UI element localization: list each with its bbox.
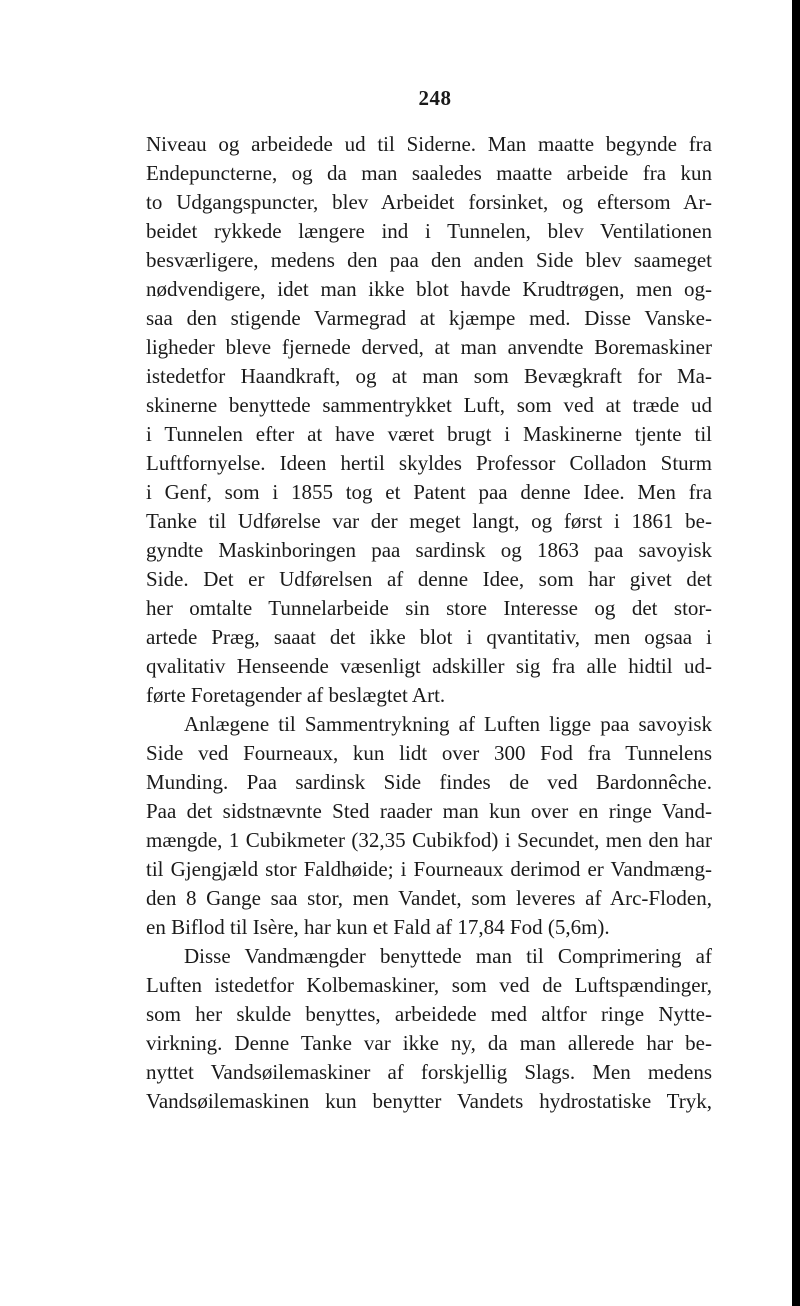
text-line: besværligere, medens den paa den anden Side blev saameget [146, 248, 712, 272]
text-line: som her skulde benyttes, arbeidede med altfor ringe Nytte- [146, 1002, 712, 1026]
text-line: Vandsøilemaskinen kun benytter Vandets hydrostatiske Tryk, [146, 1089, 712, 1113]
text-line: qvalitativ Henseende væsenligt adskiller sig fra alle hidtil ud- [146, 654, 712, 678]
text-line: Luften istedetfor Kolbemaskiner, som ved de Luftspændinger, [146, 973, 712, 997]
text-line: ligheder bleve fjernede derved, at man anvendte Boremaskiner [146, 335, 712, 359]
text-line: Tanke til Udførelse var der meget langt, og først i 1861 be- [146, 509, 712, 533]
text-line: i Tunnelen efter at have været brugt i Maskinerne tjente til [146, 422, 712, 446]
text-line: Side ved Fourneaux, kun lidt over 300 Fod fra Tunnelens [146, 741, 712, 765]
page-edge-border [792, 0, 800, 1306]
text-line: Luftfornyelse. Ideen hertil skyldes Professor Colladon Sturm [146, 451, 712, 475]
text-line: en Biflod til Isère, har kun et Fald af 17,84 Fod (5,6m). [146, 915, 610, 939]
paragraph-1 [146, 130, 712, 710]
text-line: nyttet Vandsøilemaskiner af forskjellig Slags. Men medens [146, 1060, 712, 1084]
text-line: beidet rykkede længere ind i Tunnelen, blev Ventilationen [146, 219, 712, 243]
text-line: virkning. Denne Tanke var ikke ny, da man allerede har be- [146, 1031, 712, 1055]
body-text [146, 130, 712, 1116]
text-line: gyndte Maskinboringen paa sardinsk og 1863 paa savoyisk [146, 538, 712, 562]
text-line: to Udgangspuncter, blev Arbeidet forsinket, og eftersom Ar- [146, 190, 712, 214]
text-line: i Genf, som i 1855 tog et Patent paa denne Idee. Men fra [146, 480, 712, 504]
text-line: her omtalte Tunnelarbeide sin store Interesse og det stor- [146, 596, 712, 620]
text-line: Niveau og arbeidede ud til Siderne. Man maatte begynde fra [146, 132, 712, 156]
text-line: den 8 Gange saa stor, men Vandet, som leveres af Arc-Floden, [146, 886, 712, 910]
text-line: mængde, 1 Cubikmeter (32,35 Cubikfod) i Secundet, men den har [146, 828, 712, 852]
text-line: Paa det sidstnævnte Sted raader man kun over en ringe Vand- [146, 799, 712, 823]
text-line: Disse Vandmængder benyttede man til Comprimering af [184, 944, 712, 968]
text-line: saa den stigende Varmegrad at kjæmpe med. Disse Vanske- [146, 306, 712, 330]
text-line: til Gjengjæld stor Faldhøide; i Fourneaux derimod er Vandmæng- [146, 857, 712, 881]
text-line: førte Foretagender af beslægtet Art. [146, 683, 446, 707]
paragraph-2 [146, 710, 712, 942]
text-line: artede Præg, saaat det ikke blot i qvantitativ, men ogsaa i [146, 625, 712, 649]
text-line: Munding. Paa sardinsk Side findes de ved Bardonnêche. [146, 770, 712, 794]
text-line: Endepuncterne, og da man saaledes maatte arbeide fra kun [146, 161, 712, 185]
text-line: Side. Det er Udførelsen af denne Idee, som har givet det [146, 567, 712, 591]
text-line: nødvendigere, idet man ikke blot havde Krudtrøgen, men og- [146, 277, 712, 301]
text-line: Anlægene til Sammentrykning af Luften ligge paa savoyisk [184, 712, 712, 736]
page-number: 248 [418, 86, 452, 110]
text-line: istedetfor Haandkraft, og at man som Bevægkraft for Ma- [146, 364, 712, 388]
paragraph-3 [146, 942, 712, 1116]
text-line: skinerne benyttede sammentrykket Luft, som ved at træde ud [146, 393, 712, 417]
